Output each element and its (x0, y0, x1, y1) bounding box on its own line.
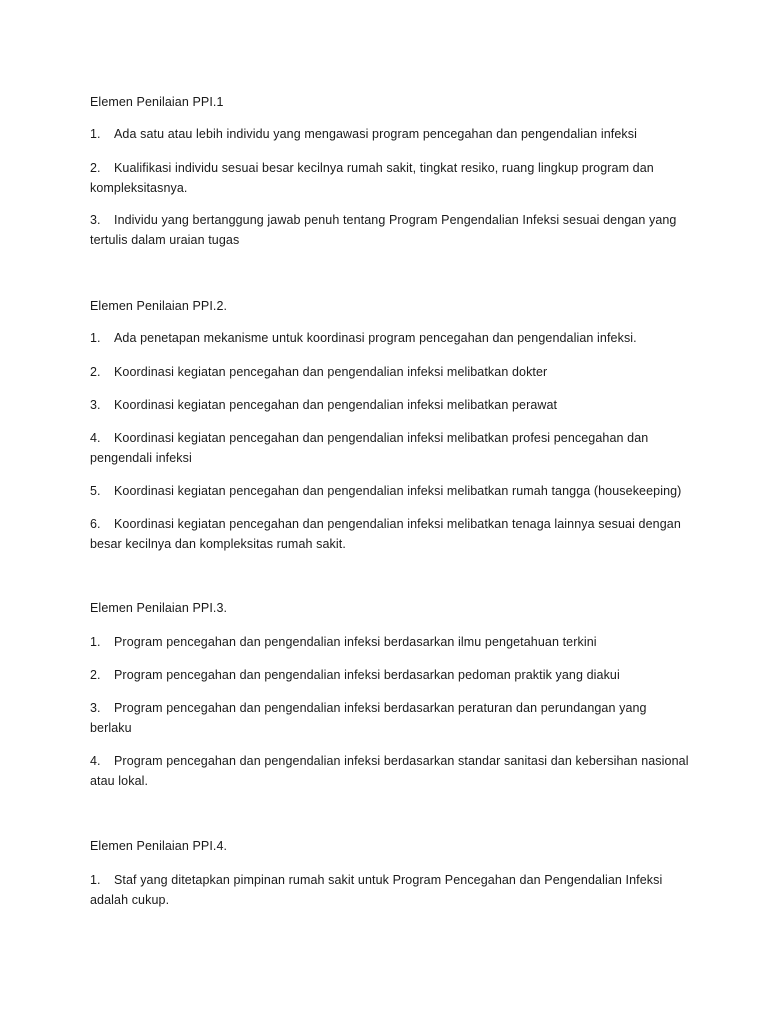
item-number: 1. (90, 635, 101, 649)
item-text: Ada satu atau lebih individu yang mengawasi program pencegahan dan pengendalian infeksi (114, 127, 637, 141)
list-item (90, 665, 620, 685)
list-item (90, 362, 547, 382)
item-number: 5. (90, 484, 101, 498)
list-item (90, 328, 637, 348)
item-number: 4. (90, 754, 101, 768)
list-item (90, 751, 690, 791)
list-item (90, 124, 637, 144)
item-text: Kualifikasi individu sesuai besar kecilnya rumah sakit, tingkat resiko, ruang lingkup program dan kompleksitasnya. (90, 161, 654, 195)
item-text: Koordinasi kegiatan pencegahan dan pengendalian infeksi melibatkan profesi pencegahan dan pengendali infeksi (90, 431, 649, 465)
item-number: 6. (90, 517, 101, 531)
list-item (90, 428, 690, 468)
item-number: 2. (90, 365, 101, 379)
item-text: Program pencegahan dan pengendalian infeksi berdasarkan pedoman praktik yang diakui (114, 668, 620, 682)
list-item (90, 632, 597, 652)
item-text: Program pencegahan dan pengendalian infeksi berdasarkan standar sanitasi dan kebersihan nasional atau lokal. (90, 754, 689, 788)
list-item (90, 395, 557, 415)
section-heading: Elemen Penilaian PPI.2. (90, 299, 228, 313)
list-item (90, 210, 690, 250)
item-text: Koordinasi kegiatan pencegahan dan pengendalian infeksi melibatkan perawat (114, 398, 558, 412)
list-item (90, 870, 690, 910)
list-item (90, 158, 690, 198)
item-number: 2. (90, 668, 101, 682)
item-text: Koordinasi kegiatan pencegahan dan pengendalian infeksi melibatkan rumah tangga (housekeeping) (114, 484, 682, 498)
item-text: Koordinasi kegiatan pencegahan dan pengendalian infeksi melibatkan tenaga lainnya sesuai dengan besar kecilnya dan kompleksitas rumah sakit. (90, 517, 681, 551)
item-number: 3. (90, 701, 101, 715)
document-page (90, 0, 690, 1024)
list-item (90, 514, 690, 554)
item-number: 3. (90, 398, 101, 412)
list-item (90, 481, 681, 501)
item-number: 3. (90, 213, 101, 227)
item-number: 1. (90, 873, 101, 887)
item-number: 1. (90, 331, 101, 345)
section-heading: Elemen Penilaian PPI.3. (90, 601, 228, 615)
item-text: Koordinasi kegiatan pencegahan dan pengendalian infeksi melibatkan dokter (114, 365, 548, 379)
section-heading: Elemen Penilaian PPI.1 (90, 95, 224, 109)
item-number: 4. (90, 431, 101, 445)
item-text: Ada penetapan mekanisme untuk koordinasi program pencegahan dan pengendalian infeksi. (114, 331, 637, 345)
item-text: Program pencegahan dan pengendalian infeksi berdasarkan peraturan dan perundangan yang berlaku (90, 701, 647, 735)
item-number: 2. (90, 161, 101, 175)
item-text: Staf yang ditetapkan pimpinan rumah sakit untuk Program Pencegahan dan Pengendalian Infeksi adalah cukup. (90, 873, 663, 907)
list-item (90, 698, 690, 738)
section-heading: Elemen Penilaian PPI.4. (90, 839, 228, 853)
item-number: 1. (90, 127, 101, 141)
item-text: Program pencegahan dan pengendalian infeksi berdasarkan ilmu pengetahuan terkini (114, 635, 597, 649)
item-text: Individu yang bertanggung jawab penuh tentang Program Pengendalian Infeksi sesuai dengan yang tertulis dalam uraian tugas (90, 213, 677, 247)
